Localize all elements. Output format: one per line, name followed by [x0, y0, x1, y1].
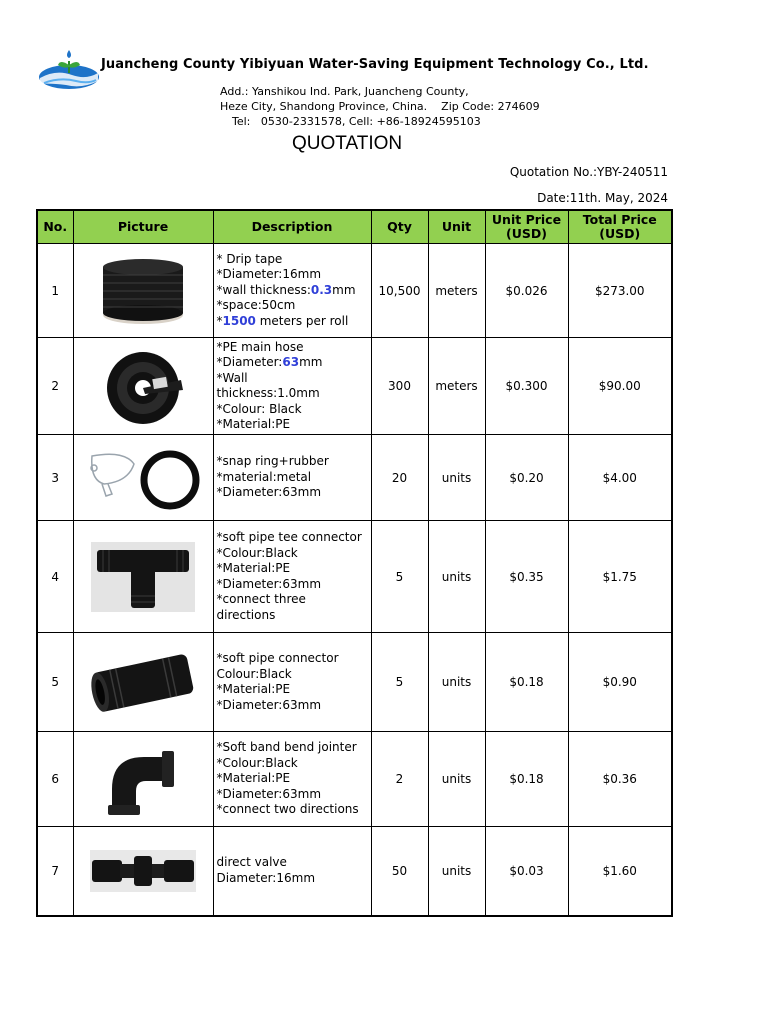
description-text: *Material:PE [216, 682, 291, 696]
unit: units [428, 435, 485, 521]
description-text: *PE main hose [216, 339, 304, 354]
quantity: 20 [371, 435, 428, 521]
description-text: *Material:PE [216, 561, 291, 575]
header-no: No. [37, 210, 73, 244]
row-number: 5 [37, 633, 73, 732]
product-picture [73, 827, 213, 916]
description-text: *Diameter:63mm [216, 485, 322, 500]
quantity: 2 [371, 732, 428, 827]
description-text: direct valve [216, 855, 287, 870]
quantity: 5 [371, 521, 428, 633]
description-line [217, 740, 371, 756]
description-text: *Diameter:63mm [216, 697, 322, 712]
description-text-suffix: mm [332, 282, 356, 297]
description-text: *Material:PE [216, 771, 291, 786]
tee-connector-image [91, 542, 195, 612]
row-number: 4 [37, 521, 73, 633]
header-unit: Unit [428, 210, 485, 244]
total-price: $1.60 [568, 827, 672, 916]
description-text: *connect two directions [216, 802, 359, 817]
description-line [217, 355, 371, 371]
description-line [217, 682, 371, 698]
description-line [217, 667, 371, 683]
description-line [217, 402, 371, 418]
description-line [217, 577, 371, 593]
snap-ring-rubber-image [84, 444, 202, 512]
description-text: *soft pipe tee connector [216, 530, 362, 544]
table-row [37, 521, 672, 633]
description-line [217, 485, 371, 501]
quantity: 50 [371, 827, 428, 916]
quantity: 5 [371, 633, 428, 732]
description-text: Colour:Black [216, 666, 292, 681]
header-total-price [568, 210, 672, 244]
description-line [217, 756, 371, 772]
description-text: *Soft band bend jointer [216, 740, 357, 755]
pe-main-hose-image [103, 344, 183, 428]
company-name: Juancheng County Yibiyuan Water-Saving Equipment Technology Co., Ltd. [101, 57, 649, 72]
header-total-price-line2: (USD) [599, 226, 641, 241]
table-row [37, 338, 672, 435]
description-text-suffix: meters per roll [255, 313, 349, 328]
description-text: *space:50cm [216, 298, 296, 313]
product-picture [73, 732, 213, 827]
total-price: $90.00 [568, 338, 672, 435]
description-line [217, 454, 371, 470]
description-line [217, 267, 371, 283]
description-line [217, 608, 371, 624]
description-line [217, 698, 371, 714]
product-picture [73, 633, 213, 732]
company-address-line2: Heze City, Shandong Province, China. Zip Code: 274609 [220, 100, 540, 113]
description-line [217, 314, 371, 330]
table-row [37, 244, 672, 338]
description-line [217, 871, 371, 887]
description-text: *Colour: Black [216, 401, 302, 416]
description-text: *Material:PE [216, 417, 291, 431]
company-logo [38, 47, 100, 91]
unit: units [428, 521, 485, 633]
quantity: 300 [371, 338, 428, 435]
total-price: $1.75 [568, 521, 672, 633]
unit-price: $0.18 [485, 633, 568, 732]
description-line [217, 417, 371, 433]
quantity: 10,500 [371, 244, 428, 338]
unit: units [428, 827, 485, 916]
direct-valve-image [90, 850, 196, 892]
description-line [217, 283, 371, 299]
description-line [217, 386, 371, 402]
product-picture [73, 338, 213, 435]
table-row [37, 633, 672, 732]
document-title: QUOTATION [292, 133, 403, 154]
quotation-number: Quotation No.:YBY-240511 [509, 165, 668, 179]
header-unit-price-line1: Unit Price [491, 212, 562, 227]
header-unit-price-line2: (USD) [506, 226, 547, 241]
description-line [217, 546, 371, 562]
description-line [217, 592, 371, 608]
description-line [217, 530, 371, 546]
table-row [37, 827, 672, 916]
description-line [217, 651, 371, 667]
description-text: *Diameter:63mm [216, 786, 322, 801]
quotation-table [36, 209, 673, 917]
unit: meters [428, 338, 485, 435]
description-text: *Diameter: [216, 355, 283, 369]
description-text: *material:metal [216, 469, 312, 484]
product-picture [73, 244, 213, 338]
drip-tape-roll-image [95, 253, 191, 329]
header-unit-price [485, 210, 568, 244]
description-highlight: 63 [282, 355, 300, 369]
description-text: *soft pipe connector [216, 651, 339, 665]
row-number: 2 [37, 338, 73, 435]
product-description [213, 244, 371, 338]
product-description [213, 521, 371, 633]
description-text: * [216, 313, 223, 328]
product-description [213, 732, 371, 827]
description-highlight: 0.3 [310, 282, 333, 297]
description-text: *Colour:Black [216, 755, 298, 770]
description-line [217, 771, 371, 787]
description-line [217, 470, 371, 486]
bend-jointer-image [102, 741, 184, 817]
description-text: *Wall [216, 370, 248, 385]
header-picture: Picture [73, 210, 213, 244]
description-highlight: 1500 [222, 313, 256, 328]
quotation-date: Date:11th. May, 2024 [537, 191, 668, 205]
total-price: $4.00 [568, 435, 672, 521]
description-text: *snap ring+rubber [216, 454, 329, 469]
description-line [217, 340, 371, 356]
unit-price: $0.026 [485, 244, 568, 338]
table-header-row [37, 210, 672, 244]
description-text: Diameter:16mm [216, 870, 316, 885]
row-number: 3 [37, 435, 73, 521]
table-row [37, 732, 672, 827]
header-total-price-line1: Total Price [582, 212, 657, 227]
row-number: 7 [37, 827, 73, 916]
description-text: directions [216, 607, 276, 622]
description-text: *Diameter:63mm [216, 576, 322, 591]
header-description: Description [213, 210, 371, 244]
row-number: 1 [37, 244, 73, 338]
company-address-line1: Add.: Yanshikou Ind. Park, Juancheng County, [220, 85, 469, 98]
total-price: $0.90 [568, 633, 672, 732]
product-description [213, 435, 371, 521]
description-text: *connect three [216, 592, 306, 606]
description-line [217, 787, 371, 803]
soft-pipe-connector-image [87, 637, 199, 727]
table-row [37, 435, 672, 521]
description-text: *Colour:Black [216, 545, 298, 560]
unit: units [428, 633, 485, 732]
row-number: 6 [37, 732, 73, 827]
unit: meters [428, 244, 485, 338]
description-line [217, 252, 371, 268]
product-picture [73, 521, 213, 633]
description-text: *wall thickness: [216, 282, 311, 297]
unit-price: $0.20 [485, 435, 568, 521]
unit-price: $0.18 [485, 732, 568, 827]
unit-price: $0.35 [485, 521, 568, 633]
product-description [213, 827, 371, 916]
product-description [213, 338, 371, 435]
header-qty: Qty [371, 210, 428, 244]
total-price: $273.00 [568, 244, 672, 338]
description-text: *Diameter:16mm [216, 267, 322, 282]
description-line [217, 298, 371, 314]
product-picture [73, 435, 213, 521]
company-contact: Tel: 0530-2331578, Cell: +86-18924595103 [232, 115, 481, 128]
description-line [217, 855, 371, 871]
product-description [213, 633, 371, 732]
description-text-suffix: mm [299, 355, 323, 369]
total-price: $0.36 [568, 732, 672, 827]
description-line [217, 802, 371, 818]
unit-price: $0.300 [485, 338, 568, 435]
description-line [217, 561, 371, 577]
unit: units [428, 732, 485, 827]
description-line [217, 371, 371, 387]
description-text: thickness:1.0mm [216, 386, 320, 400]
unit-price: $0.03 [485, 827, 568, 916]
description-text: * Drip tape [216, 251, 283, 266]
